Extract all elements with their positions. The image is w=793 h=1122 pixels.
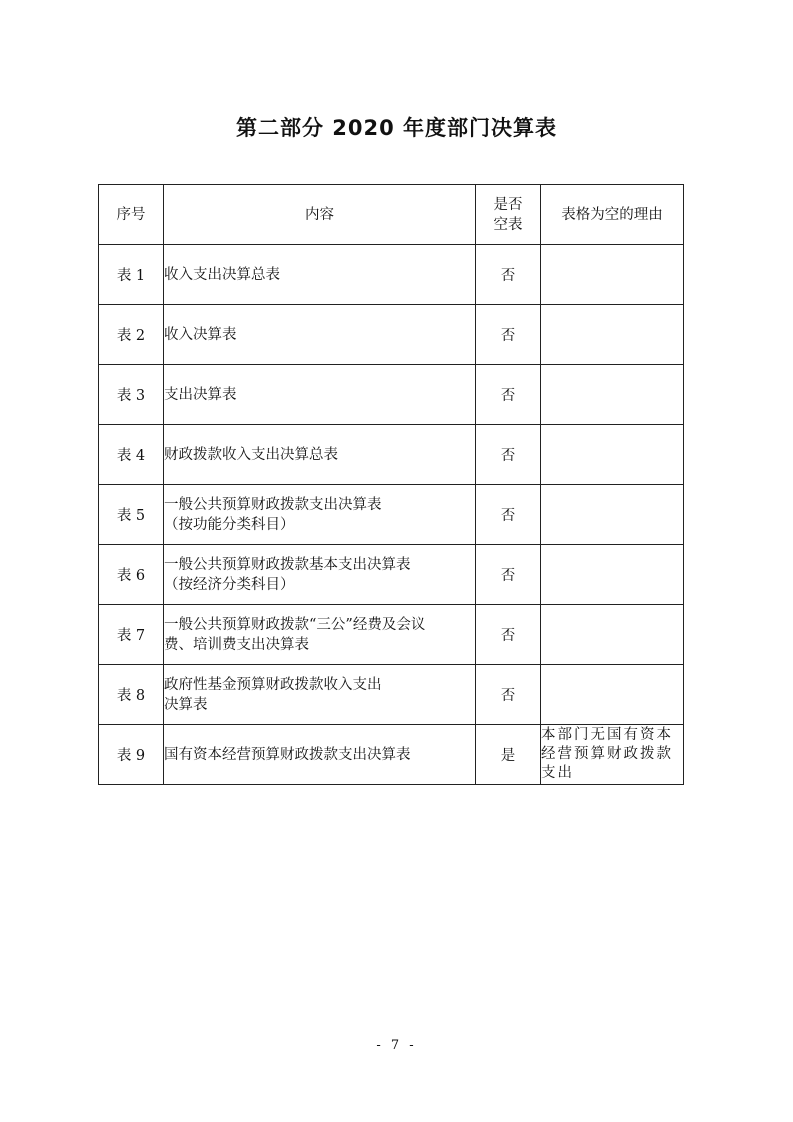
row-content-line2: （按经济分类科目） bbox=[164, 576, 295, 593]
row-number: 表 1 bbox=[99, 245, 164, 305]
header-no: 序号 bbox=[99, 185, 164, 245]
header-reason: 表格为空的理由 bbox=[541, 185, 684, 245]
row-number: 表 9 bbox=[99, 725, 164, 785]
row-number: 表 8 bbox=[99, 665, 164, 725]
row-content-line1: 国有资本经营预算财政拨款支出决算表 bbox=[164, 746, 411, 763]
row-content bbox=[164, 725, 476, 785]
header-is-empty bbox=[476, 185, 541, 245]
row-content-line1: 一般公共预算财政拨款“三公”经费及会议 bbox=[164, 616, 426, 633]
row-content bbox=[164, 305, 476, 365]
table-row bbox=[99, 485, 684, 545]
header-is-empty-line1: 是否 bbox=[493, 196, 523, 213]
row-reason bbox=[541, 545, 684, 605]
table-row bbox=[99, 365, 684, 425]
row-number: 表 5 bbox=[99, 485, 164, 545]
row-is-empty: 是 bbox=[476, 725, 541, 785]
table-body bbox=[99, 245, 684, 785]
table-row bbox=[99, 305, 684, 365]
row-is-empty: 否 bbox=[476, 425, 541, 485]
row-reason bbox=[541, 665, 684, 725]
row-reason bbox=[541, 605, 684, 665]
row-number: 表 4 bbox=[99, 425, 164, 485]
row-is-empty: 否 bbox=[476, 245, 541, 305]
row-is-empty: 否 bbox=[476, 305, 541, 365]
table-row bbox=[99, 665, 684, 725]
row-content-line1: 财政拨款收入支出决算总表 bbox=[164, 446, 338, 463]
row-content-line2: 费、培训费支出决算表 bbox=[164, 636, 309, 653]
row-number: 表 3 bbox=[99, 365, 164, 425]
row-is-empty: 否 bbox=[476, 545, 541, 605]
row-content-line1: 政府性基金预算财政拨款收入支出 bbox=[164, 676, 382, 693]
table-row bbox=[99, 425, 684, 485]
row-reason bbox=[541, 425, 684, 485]
row-reason bbox=[541, 365, 684, 425]
row-reason: 本部门无国有资本经营预算财政拨款支出 bbox=[541, 725, 684, 785]
row-content-line1: 收入决算表 bbox=[164, 326, 237, 343]
row-number: 表 7 bbox=[99, 605, 164, 665]
row-content bbox=[164, 545, 476, 605]
row-content-line1: 一般公共预算财政拨款基本支出决算表 bbox=[164, 556, 411, 573]
report-list-table bbox=[98, 184, 684, 785]
row-content-line1: 收入支出决算总表 bbox=[164, 266, 280, 283]
row-number: 表 6 bbox=[99, 545, 164, 605]
table-header-row bbox=[99, 185, 684, 245]
row-content-line2: 决算表 bbox=[164, 696, 208, 713]
page-title: 第二部分 2020 年度部门决算表 bbox=[235, 116, 558, 140]
table-row bbox=[99, 605, 684, 665]
row-content-line1: 支出决算表 bbox=[164, 386, 237, 403]
table-row bbox=[99, 545, 684, 605]
row-reason bbox=[541, 305, 684, 365]
header-content: 内容 bbox=[164, 185, 476, 245]
row-is-empty: 否 bbox=[476, 665, 541, 725]
row-content bbox=[164, 605, 476, 665]
row-reason bbox=[541, 245, 684, 305]
table-row bbox=[99, 245, 684, 305]
row-content bbox=[164, 425, 476, 485]
row-content bbox=[164, 485, 476, 545]
row-number: 表 2 bbox=[99, 305, 164, 365]
row-content bbox=[164, 665, 476, 725]
row-is-empty: 否 bbox=[476, 605, 541, 665]
row-reason bbox=[541, 485, 684, 545]
row-is-empty: 否 bbox=[476, 485, 541, 545]
row-is-empty: 否 bbox=[476, 365, 541, 425]
row-content bbox=[164, 245, 476, 305]
table-row bbox=[99, 725, 684, 785]
header-is-empty-line2: 空表 bbox=[493, 216, 523, 233]
page-number: - 7 - bbox=[376, 1038, 417, 1053]
row-content-line1: 一般公共预算财政拨款支出决算表 bbox=[164, 496, 382, 513]
row-content-line2: （按功能分类科目） bbox=[164, 516, 295, 533]
row-content bbox=[164, 365, 476, 425]
